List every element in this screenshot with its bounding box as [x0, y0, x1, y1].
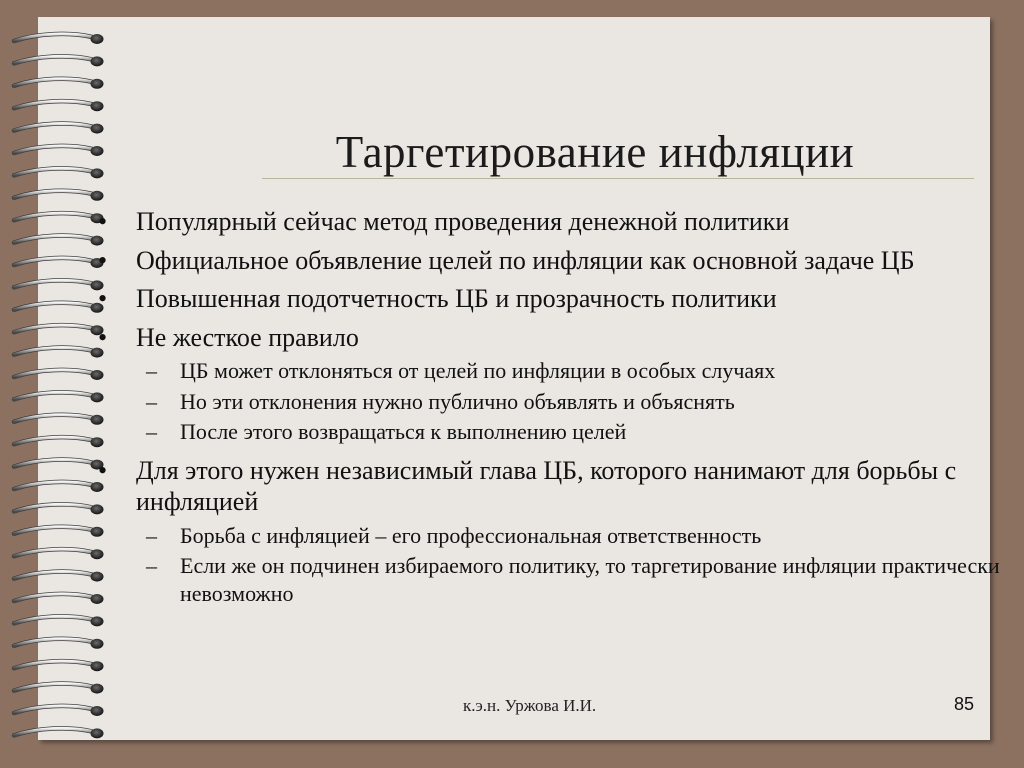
- sub-item-text: ЦБ может отклоняться от целей по инфляции в особых случаях: [180, 358, 776, 383]
- sub-list-item: [98, 522, 1006, 550]
- bullet-marker: •: [98, 284, 108, 313]
- list-item-text: Повышенная подотчетность ЦБ и прозрачность политики: [136, 284, 777, 313]
- bullet-marker: •: [98, 455, 108, 485]
- sub-item-text: Если же он подчинен избираемого политику, то таргетирование инфляции практически невозможно: [180, 553, 1000, 606]
- sub-item-text: Но эти отклонения нужно публично объявлять и объяснять: [180, 388, 735, 414]
- sub-item-text: После этого возвращаться к выполнению целей: [180, 419, 627, 444]
- list-item: [98, 322, 1006, 354]
- bullet-marker: •: [98, 322, 108, 352]
- bullet-list: [98, 206, 1006, 610]
- slide-number: 85: [953, 694, 974, 714]
- sub-list-item: [98, 388, 1006, 416]
- dash-marker: –: [146, 358, 157, 383]
- sub-list-item: [98, 418, 1006, 446]
- list-item: [98, 283, 1006, 315]
- list-item: [98, 455, 1006, 518]
- list-item-text: Популярный сейчас метод проведения денежной политики: [136, 207, 790, 236]
- slide-title: Таргетирование инфляции: [335, 127, 855, 177]
- sub-list-item: [98, 357, 1006, 385]
- list-item: [98, 245, 1006, 277]
- list-item-text: Официальное объявление целей по инфляции как основной задаче ЦБ: [136, 245, 915, 275]
- bullet-marker: •: [98, 245, 108, 275]
- list-item-text: Для этого нужен независимый глава ЦБ, которого нанимают для борьбы с инфляцией: [136, 455, 957, 516]
- list-item: [98, 206, 1006, 238]
- list-item-text: Не жесткое правило: [136, 322, 359, 352]
- bullet-marker: •: [98, 207, 108, 236]
- dash-marker: –: [146, 419, 157, 444]
- dash-marker: –: [146, 522, 157, 548]
- footer-author: к.э.н. Уржова И.И.: [463, 696, 597, 715]
- sub-item-text: Борьба с инфляцией – его профессиональная ответственность: [180, 522, 762, 548]
- dash-marker: –: [146, 553, 157, 578]
- dash-marker: –: [146, 388, 157, 414]
- sub-list-item: [98, 552, 1006, 607]
- title-divider: [262, 178, 974, 179]
